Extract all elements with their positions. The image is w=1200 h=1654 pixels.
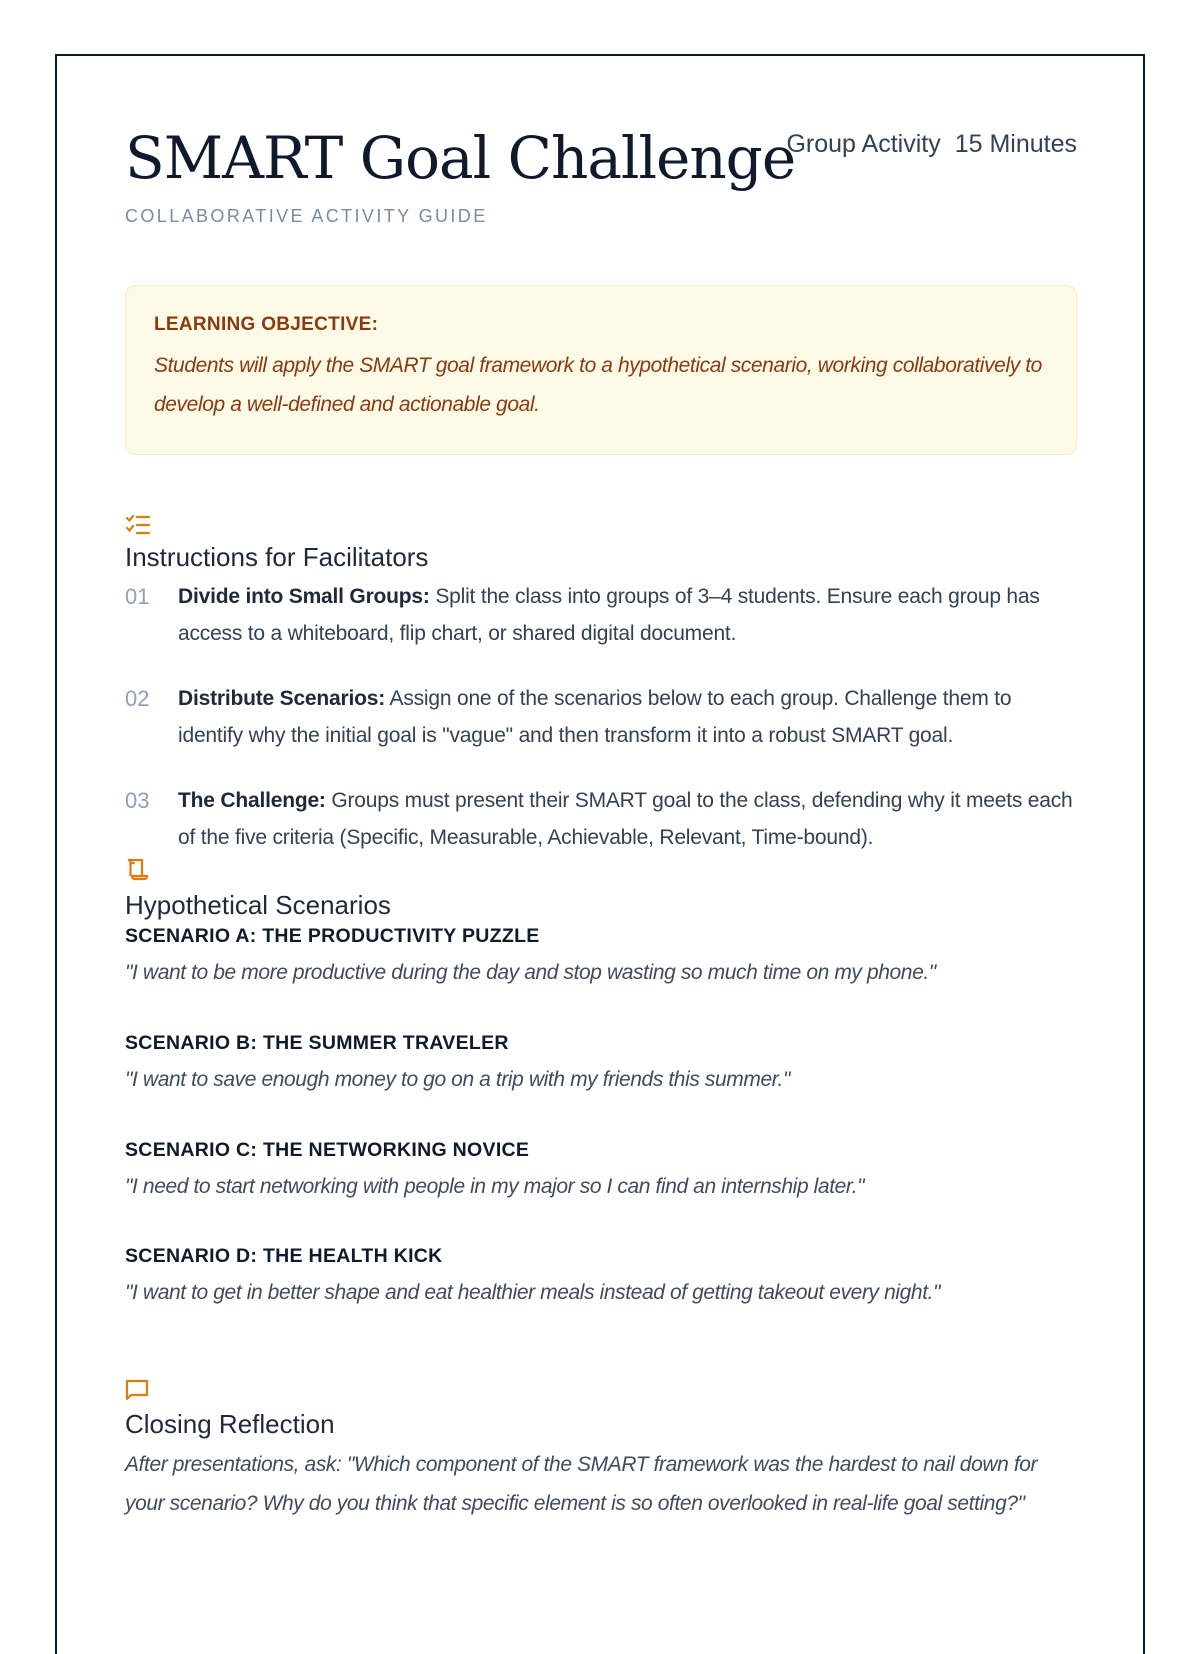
activity-meta	[772, 130, 1077, 159]
instruction-item	[125, 680, 1077, 754]
instructions-heading: Instructions for Facilitators	[125, 542, 429, 572]
instruction-item	[125, 782, 1077, 856]
scenario-quote: "I need to start networking with people in my major so I can find an internship later."	[125, 1175, 865, 1198]
scenario-quote: "I want to save enough money to go on a trip with my friends this summer."	[125, 1068, 791, 1091]
page-subtitle: COLLABORATIVE ACTIVITY GUIDE	[125, 206, 488, 226]
checklist-icon	[125, 513, 151, 537]
item-title: Distribute Scenarios:	[178, 687, 386, 710]
learning-objective-box	[125, 285, 1077, 455]
objective-text: Students will apply the SMART goal framework to a hypothetical scenario, working collaboratively to develop a well-defined and actionable goal.	[154, 354, 1042, 416]
chat-bubble-icon	[125, 1378, 151, 1402]
reflection-heading: Closing Reflection	[125, 1409, 335, 1439]
scenario-title: SCENARIO C: THE NETWORKING NOVICE	[125, 1139, 530, 1161]
scroll-icon	[125, 858, 151, 882]
item-text: Split the class into groups of 3–4 students. Ensure each group has access to a whiteboard, flip chart, or shared digital document.	[178, 585, 1040, 645]
item-text: Assign one of the scenarios below to each group. Challenge them to identify why the initial goal is "vague" and then transform it into a robust SMART goal.	[178, 687, 1012, 747]
scenarios-heading: Hypothetical Scenarios	[125, 890, 391, 920]
reflection-text: After presentations, ask: "Which component of the SMART framework was the hardest to nail down for your scenario? Why do you think that specific element is so often overlooked in real-life goal setting?"	[125, 1453, 1038, 1515]
scenario-quote: "I want to get in better shape and eat healthier meals instead of getting takeout every night."	[125, 1281, 941, 1304]
scenario-title: SCENARIO B: THE SUMMER TRAVELER	[125, 1032, 509, 1054]
scenario-title: SCENARIO A: THE PRODUCTIVITY PUZZLE	[125, 925, 540, 947]
item-title: Divide into Small Groups:	[178, 585, 430, 608]
scenario-quote: "I want to be more productive during the day and stop wasting so much time on my phone."	[125, 961, 936, 984]
instruction-item	[125, 578, 1077, 652]
activity-duration: 15 Minutes	[954, 130, 1077, 158]
page-title: SMART Goal Challenge	[125, 124, 796, 192]
item-text: Groups must present their SMART goal to the class, defending why it meets each of the five criteria (Specific, Measurable, Achievable, Relevant, Time-bound).	[178, 789, 1073, 849]
scenario-title: SCENARIO D: THE HEALTH KICK	[125, 1245, 443, 1267]
activity-type: Group Activity	[786, 130, 941, 158]
item-title: The Challenge:	[178, 789, 326, 812]
item-number: 02	[125, 686, 150, 711]
item-number: 03	[125, 788, 150, 813]
item-number: 01	[125, 584, 150, 609]
objective-label: LEARNING OBJECTIVE:	[154, 314, 379, 335]
